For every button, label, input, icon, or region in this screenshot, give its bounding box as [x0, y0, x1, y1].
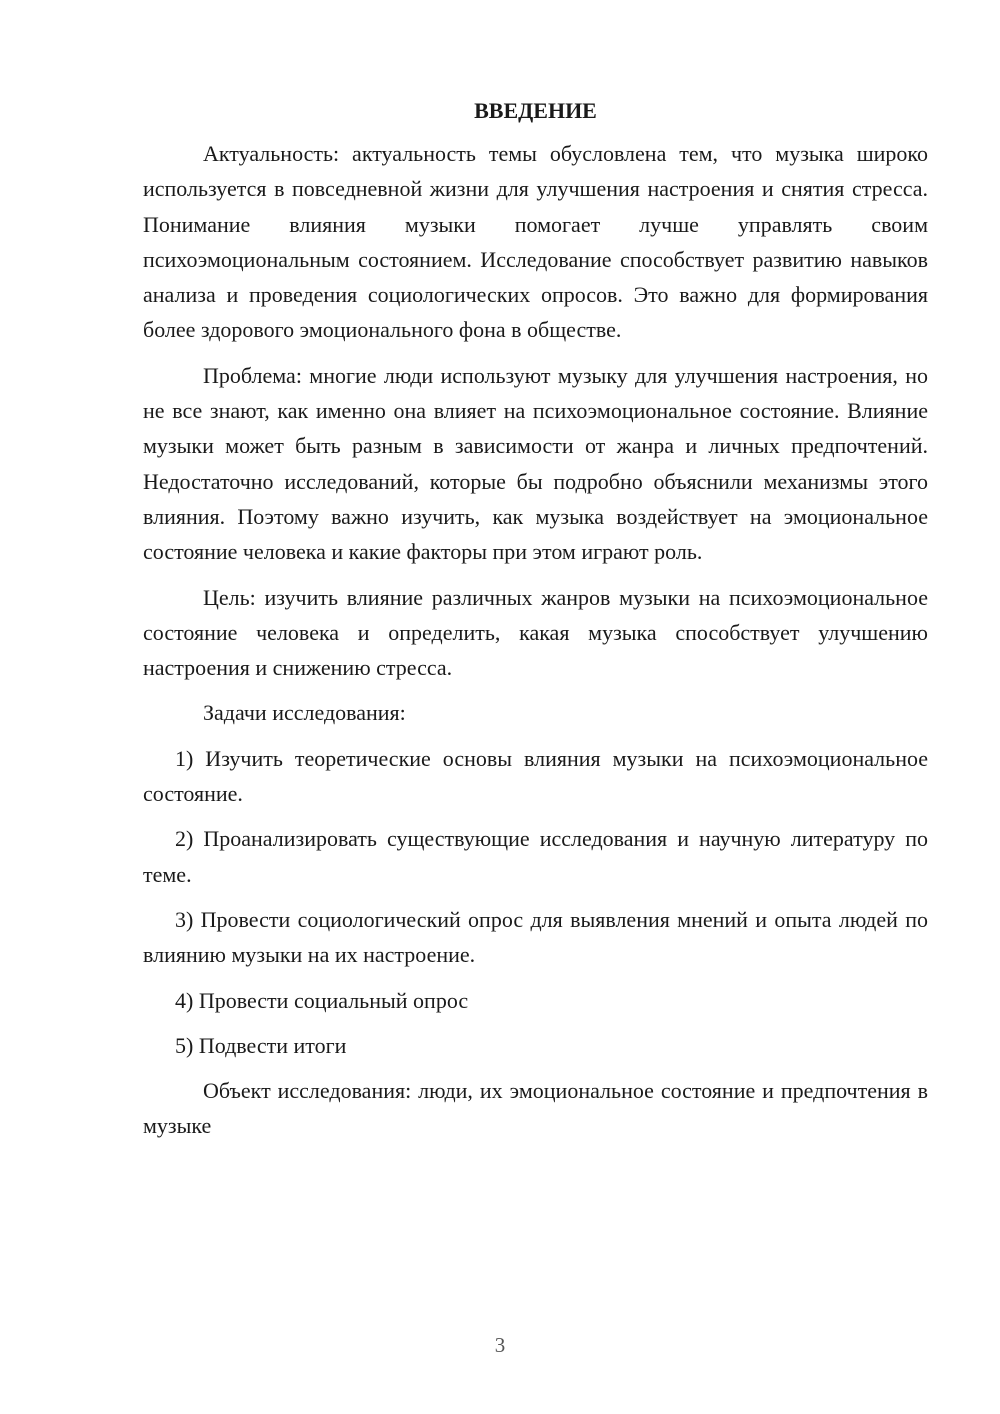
task-item-4: 4) Провести социальный опрос — [175, 987, 469, 1013]
problem-paragraph: Проблема: многие люди используют музыку для улучшения настроения, но не все знают, как именно она влияет на психоэмоциональное состояние. Влияние музыки может быть разным в зависимости от жанра и личных предпочтений. Недостаточно исследований, которые бы подробно объяснили механизмы этого влияния. Поэтому важно изучить, как музыка воздействует на эмоциональное состояние человека и какие факторы при этом играют роль. — [143, 362, 928, 565]
tasks-heading: Задачи исследования: — [203, 700, 406, 726]
page-title: ВВЕДЕНИЕ — [474, 98, 597, 123]
relevance-paragraph: Актуальность: актуальность темы обусловлена тем, что музыка широко используется в повседневной жизни для улучшения настроения и снятия стресса. Понимание влияния музыки помогает лучше управлять своим психоэмоциональным состоянием. Исследование способствует развитию навыков анализа и проведения социологических опросов. Это важно для формирования более здорового эмоционального фона в обществе. — [143, 141, 928, 343]
page-number: 3 — [494, 1333, 506, 1357]
task-item-3: 3) Провести социологический опрос для выявления мнений и опыта людей по влиянию музыки на их настроение. — [143, 906, 928, 968]
task-item-1: 1) Изучить теоретические основы влияния музыки на психоэмоциональное состояние. — [143, 745, 928, 807]
page-content — [143, 96, 928, 1144]
object-paragraph: Объект исследования: люди, их эмоциональное состояние и предпочтения в музыке — [143, 1078, 928, 1139]
task-item-5: 5) Подвести итоги — [175, 1032, 347, 1058]
goal-paragraph: Цель: изучить влияние различных жанров музыки на психоэмоциональное состояние человека и определить, какая музыка способствует улучшению настроения и снижению стресса. — [143, 584, 928, 681]
task-item-2: 2) Проанализировать существующие исследования и научную литературу по теме. — [143, 826, 928, 887]
